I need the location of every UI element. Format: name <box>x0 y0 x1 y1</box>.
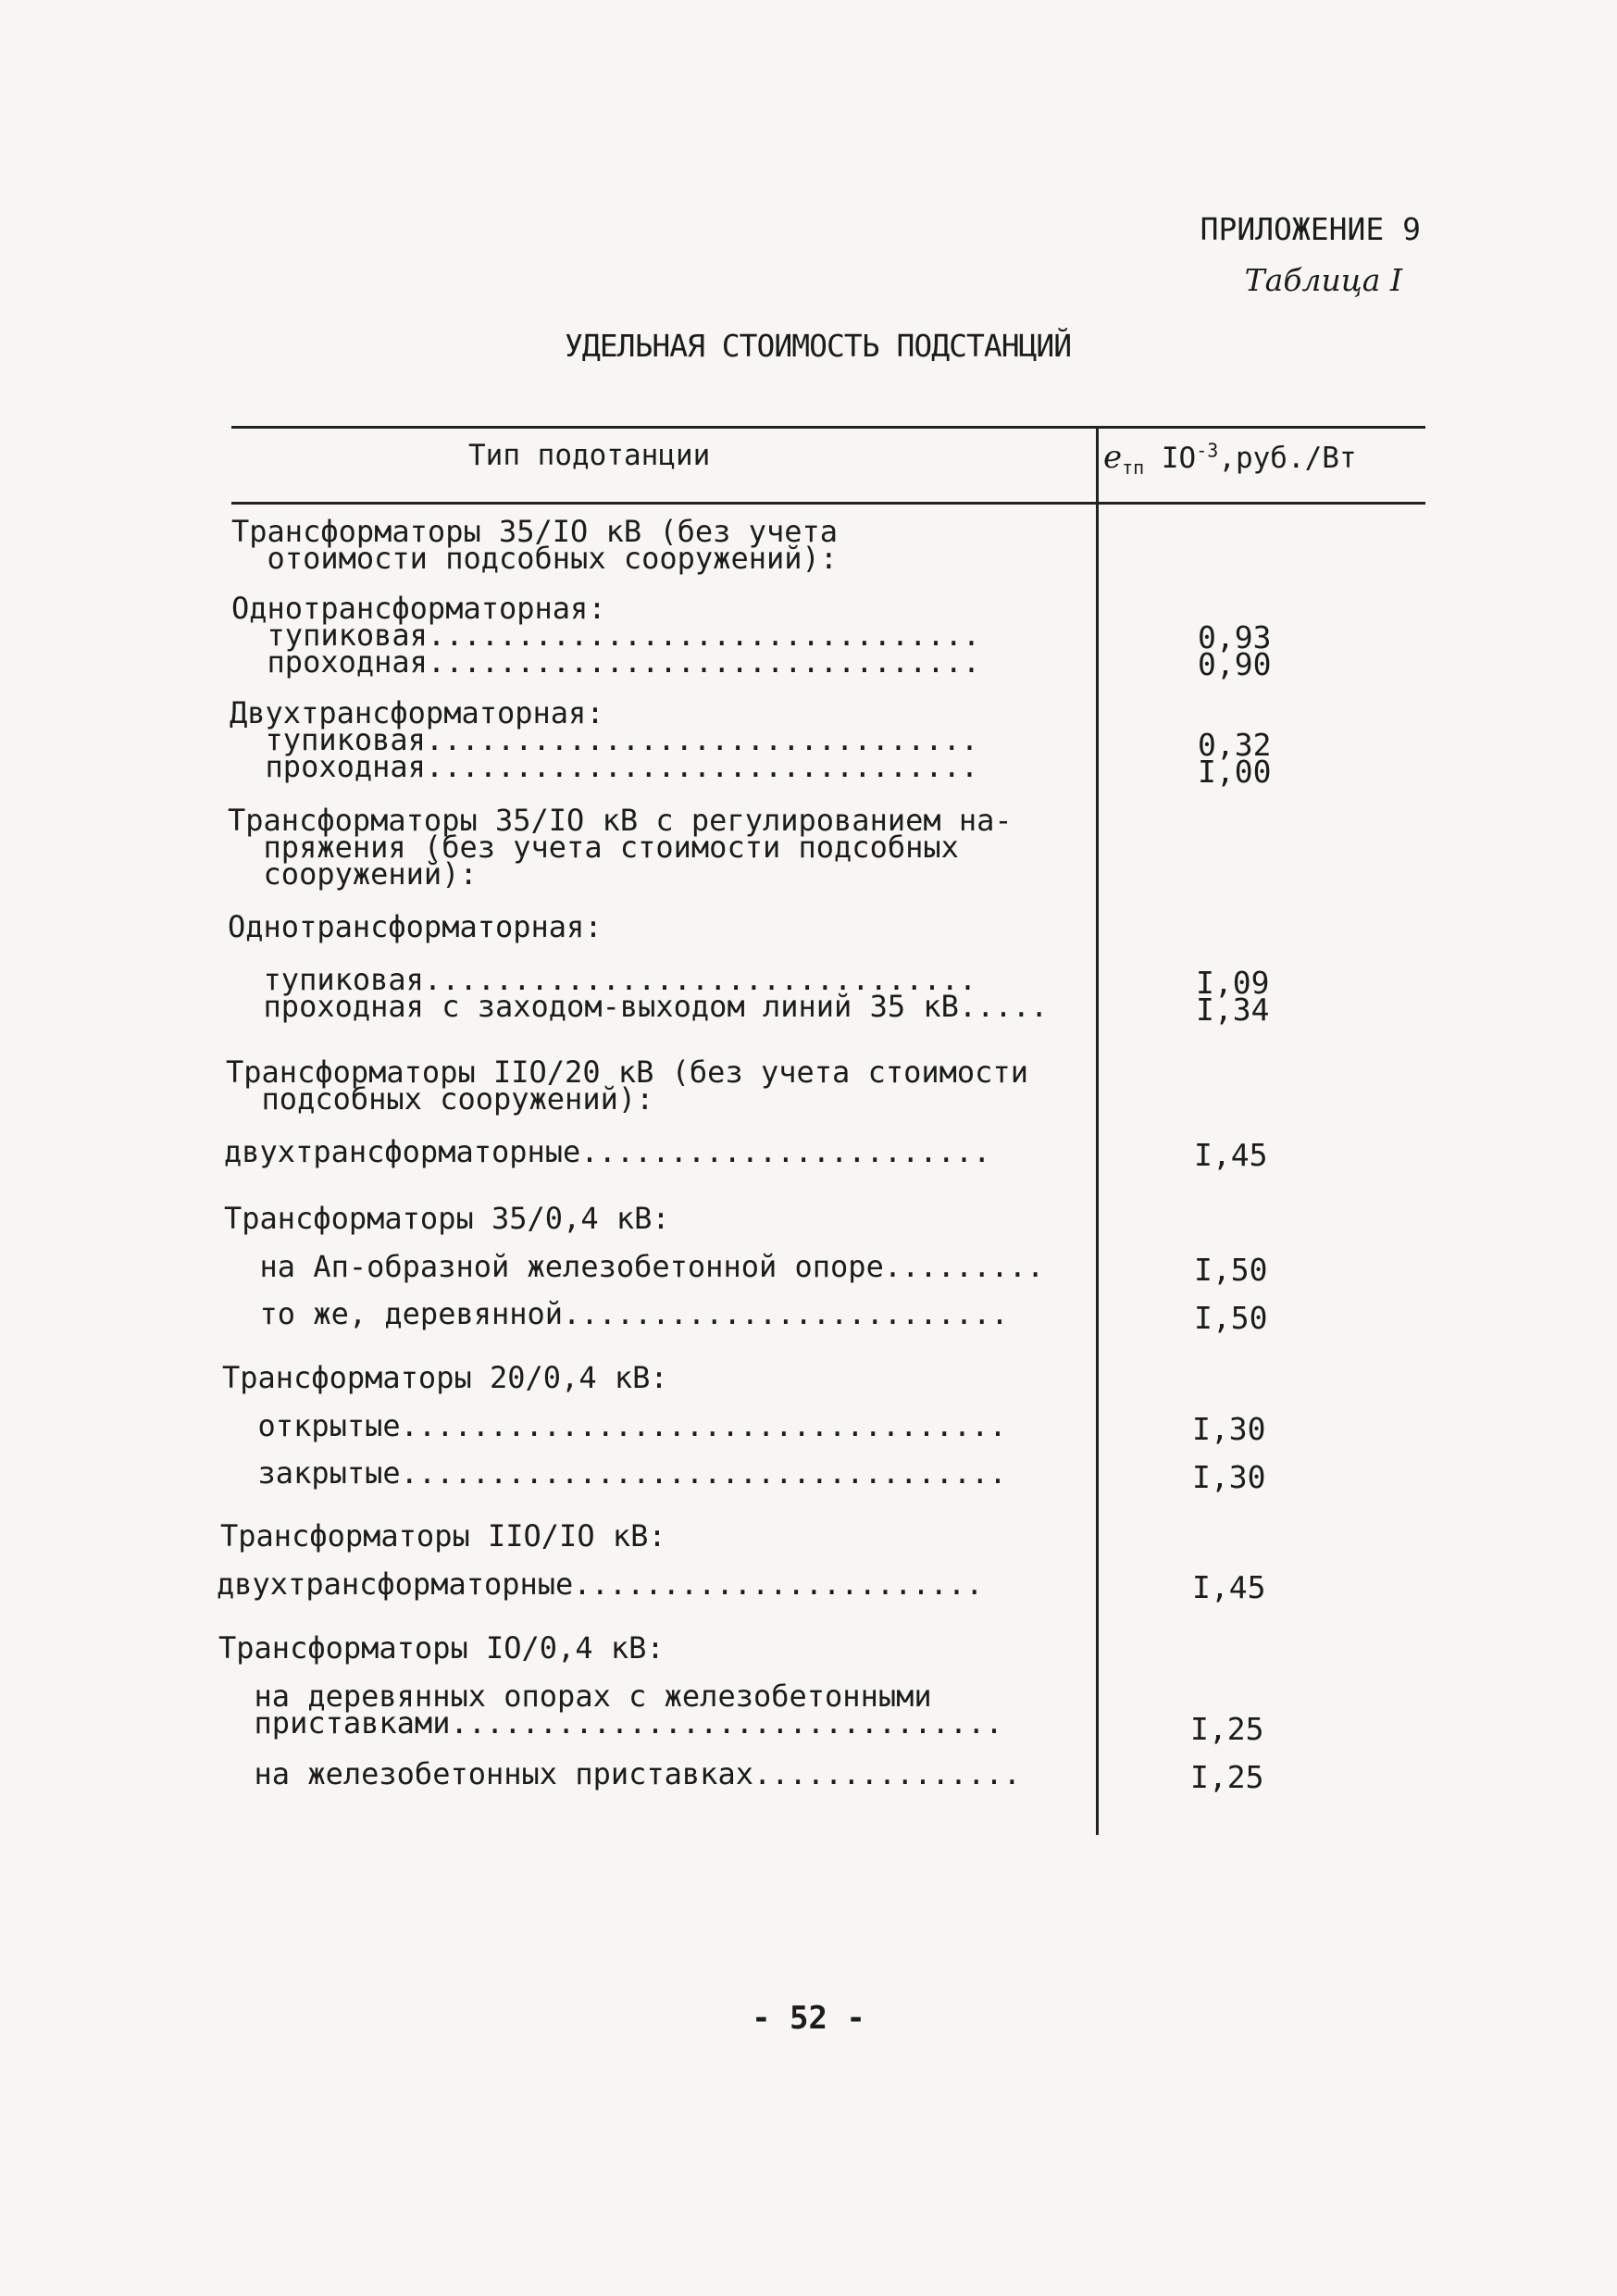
table-column-divider <box>1096 428 1099 1835</box>
row-value: I,09 <box>1196 965 1270 1001</box>
row-text: двухтрансформаторные....................... <box>224 1134 991 1169</box>
row-text: Двухтрансформаторная: <box>230 695 604 730</box>
row-text: Трансформаторы IIO/IO кВ: <box>220 1518 666 1554</box>
row-text: пряжения (без учета стоимости подсобных <box>228 830 959 865</box>
row-value: I,50 <box>1194 1300 1268 1336</box>
column-header-type: Тип подотанции <box>468 439 711 472</box>
row-value: 0,90 <box>1198 646 1272 682</box>
row-text: на железобетонных приставках............... <box>218 1756 1021 1791</box>
row-text: закрытые.................................. <box>222 1455 1007 1491</box>
row-value: 0,32 <box>1198 727 1272 763</box>
row-value: I,30 <box>1192 1411 1266 1447</box>
row-text: тупиковая............................... <box>228 962 977 997</box>
row-text: Трансформаторы 20/0,4 кВ: <box>222 1360 668 1395</box>
row-value: 0,93 <box>1198 619 1272 655</box>
row-text: Трансформаторы 35/IO кВ с регулированием на- <box>228 803 1013 838</box>
row-value: I,34 <box>1196 992 1270 1028</box>
row-text: подсобных сооружений): <box>226 1081 654 1117</box>
row-text: приставками............................... <box>218 1705 1003 1741</box>
row-text: Трансформаторы IIO/20 кВ (без учета стоимости <box>226 1054 1028 1090</box>
row-text: на деревянных опорах с железобетонными <box>218 1678 932 1714</box>
row-text: Трансформаторы IO/0,4 кВ: <box>218 1630 665 1666</box>
row-text: двухтрансформаторные....................... <box>217 1566 984 1602</box>
row-text: отоимости подсобных сооружений): <box>231 541 839 576</box>
appendix-label: ПРИЛОЖЕНИЕ 9 <box>1200 211 1421 247</box>
row-text: открытые.................................. <box>222 1408 1007 1443</box>
table-number: Таблица I <box>1244 262 1402 298</box>
cost-symbol: e <box>1103 439 1123 476</box>
row-text: Однотрансформаторная: <box>228 909 603 944</box>
row-text: сооружений): <box>228 856 478 892</box>
row-text: проходная............................... <box>230 749 979 784</box>
column-header-cost <box>1103 439 1357 479</box>
cost-base: IO <box>1161 442 1197 475</box>
cost-symbol-sub: тп <box>1122 456 1145 480</box>
row-text: Однотрансформаторная: <box>231 591 606 626</box>
row-text: проходная с заходом-выходом линий 35 кВ..... <box>228 989 1049 1024</box>
table-top-rule <box>231 426 1425 429</box>
row-value: I,25 <box>1190 1759 1264 1795</box>
cost-unit: ,руб./Вт <box>1218 442 1357 475</box>
row-text: то же, деревянной......................... <box>224 1296 1009 1331</box>
row-text: тупиковая............................... <box>230 722 979 757</box>
row-value: I,45 <box>1192 1569 1266 1605</box>
row-value: I,50 <box>1194 1252 1268 1288</box>
row-text: тупиковая............................... <box>231 618 981 653</box>
document-title: УДЕЛЬНАЯ СТОИМОСТЬ ПОДСТАНЦИЙ <box>565 328 1072 364</box>
cost-exponent: -3 <box>1196 439 1219 462</box>
row-value: I,30 <box>1192 1459 1266 1495</box>
row-text: на Ап-образной железобетонной опоре......... <box>224 1249 1045 1284</box>
row-value: I,45 <box>1194 1137 1268 1173</box>
table-header-rule <box>231 502 1425 505</box>
page-number: - 52 - <box>752 2000 865 2037</box>
row-value: I,25 <box>1190 1711 1264 1747</box>
row-text: Трансформаторы 35/IO кВ (без учета <box>231 514 839 549</box>
row-value: I,00 <box>1198 754 1272 790</box>
row-text: Трансформаторы 35/0,4 кВ: <box>224 1201 670 1236</box>
row-text: проходная............................... <box>231 644 981 680</box>
